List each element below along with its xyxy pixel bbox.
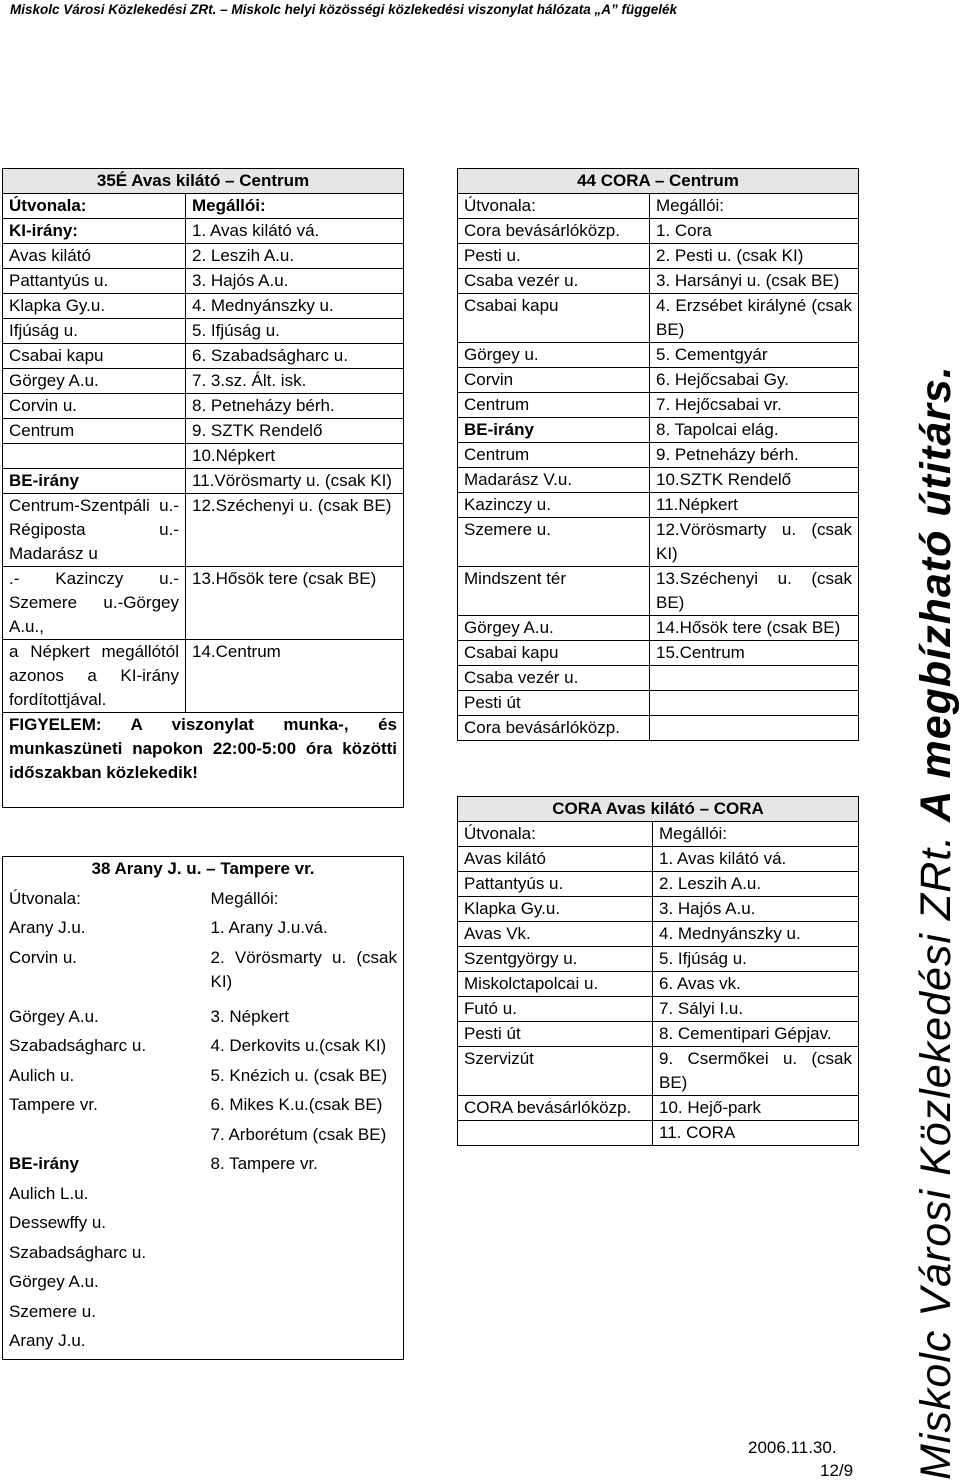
route-cell: Avas kilátó bbox=[458, 847, 653, 872]
route-cell: Centrum bbox=[458, 443, 650, 468]
route-cell: Szemere u. bbox=[458, 518, 650, 567]
company-name: Miskolc Városi Közlekedési ZRt. bbox=[912, 834, 960, 1480]
route-cell: Arany J.u. bbox=[3, 1329, 205, 1359]
route-cell: Csabai kapu bbox=[3, 344, 186, 369]
route-cell: Aulich u. bbox=[3, 1064, 205, 1094]
stop-cell: 8. Cementipari Gépjav. bbox=[653, 1022, 859, 1047]
stop-cell: 4. Mednyánszky u. bbox=[653, 922, 859, 947]
table-row bbox=[3, 394, 404, 419]
route-cell: Klapka Gy.u. bbox=[458, 897, 653, 922]
stop-cell: 8. Tapolcai elág. bbox=[650, 418, 859, 443]
stop-cell: 9. Petneházy bérh. bbox=[650, 443, 859, 468]
stop-cell bbox=[205, 1211, 404, 1241]
stop-cell bbox=[650, 666, 859, 691]
stop-cell: 7. Arborétum (csak BE) bbox=[205, 1123, 404, 1153]
table-row bbox=[458, 443, 859, 468]
table-row bbox=[3, 916, 404, 946]
stop-cell: 7. Sályi I.u. bbox=[653, 997, 859, 1022]
route-cell: Futó u. bbox=[458, 997, 653, 1022]
stop-cell bbox=[205, 1182, 404, 1212]
route-cell: Pesti út bbox=[458, 1022, 653, 1047]
stop-cell bbox=[650, 716, 859, 741]
route-38-table bbox=[2, 856, 404, 1360]
route-cell: Görgey u. bbox=[458, 343, 650, 368]
route-cell: a Népkert megállótól azonos a KI-irány fordítottjával. bbox=[3, 640, 186, 713]
route-cell bbox=[3, 1123, 205, 1153]
stop-cell bbox=[205, 1270, 404, 1300]
stop-cell: 7. 3.sz. Ált. isk. bbox=[186, 369, 404, 394]
route-cell: Ifjúság u. bbox=[3, 319, 186, 344]
table-row bbox=[3, 1064, 404, 1094]
stop-cell: 2. Leszih A.u. bbox=[653, 872, 859, 897]
stop-cell: 6. Hejőcsabai Gy. bbox=[650, 368, 859, 393]
route-cell: Cora bevásárlóközp. bbox=[458, 716, 650, 741]
route-cell: Corvin u. bbox=[3, 946, 205, 1005]
footer-date: 2006.11.30. bbox=[748, 1438, 837, 1457]
stop-cell: 3. Népkert bbox=[205, 1005, 404, 1035]
route-cell: Szemere u. bbox=[3, 1300, 205, 1330]
table-row bbox=[3, 1241, 404, 1271]
route-cell: Csaba vezér u. bbox=[458, 666, 650, 691]
route-cell: Aulich L.u. bbox=[3, 1182, 205, 1212]
route-cell: Szentgyörgy u. bbox=[458, 947, 653, 972]
stop-cell: 1. Avas kilátó vá. bbox=[186, 219, 404, 244]
table-row bbox=[458, 616, 859, 641]
table-row bbox=[458, 716, 859, 741]
stop-cell bbox=[205, 1300, 404, 1330]
stop-cell: 10. Hejő-park bbox=[653, 1096, 859, 1121]
table-row bbox=[3, 419, 404, 444]
table-row bbox=[3, 1270, 404, 1300]
route-cell: Dessewffy u. bbox=[3, 1211, 205, 1241]
table-row bbox=[3, 1123, 404, 1153]
table-row bbox=[3, 294, 404, 319]
stop-cell: 2. Vörösmarty u. (csak KI) bbox=[205, 946, 404, 1005]
stop-cell: 11. CORA bbox=[653, 1121, 859, 1146]
stop-cell: 11.Népkert bbox=[650, 493, 859, 518]
stop-cell: 1. Avas kilátó vá. bbox=[653, 847, 859, 872]
route-cell: Miskolctapolcai u. bbox=[458, 972, 653, 997]
route-cell: Klapka Gy.u. bbox=[3, 294, 186, 319]
table-row bbox=[3, 946, 404, 1005]
stop-cell: 3. Harsányi u. (csak BE) bbox=[650, 269, 859, 294]
table-row bbox=[3, 1329, 404, 1359]
table-row bbox=[458, 343, 859, 368]
route-cell: Pattantyús u. bbox=[458, 872, 653, 897]
table-row bbox=[458, 641, 859, 666]
table-row bbox=[458, 244, 859, 269]
stop-cell: 4. Derkovits u.(csak KI) bbox=[205, 1034, 404, 1064]
route-cell: Pesti út bbox=[458, 691, 650, 716]
route-cell: Corvin u. bbox=[3, 394, 186, 419]
table-row bbox=[3, 369, 404, 394]
table-row bbox=[3, 219, 404, 244]
route-44-title: 44 CORA – Centrum bbox=[458, 169, 859, 194]
route-cell: BE-irány bbox=[458, 418, 650, 443]
table-row bbox=[458, 872, 859, 897]
table-row bbox=[458, 368, 859, 393]
route-44-table bbox=[457, 168, 859, 741]
route-cell: Arany J.u. bbox=[3, 916, 205, 946]
stop-cell bbox=[650, 691, 859, 716]
stop-cell: 10.Népkert bbox=[186, 444, 404, 469]
table-row bbox=[458, 468, 859, 493]
table-row bbox=[458, 1121, 859, 1146]
table-row bbox=[3, 1093, 404, 1123]
route-cell: Kazinczy u. bbox=[458, 493, 650, 518]
route-cell: Mindszent tér bbox=[458, 567, 650, 616]
route-cell: CORA bevásárlóközp. bbox=[458, 1096, 653, 1121]
route-cora-table bbox=[457, 796, 859, 1146]
route-cell bbox=[458, 1121, 653, 1146]
table-row bbox=[458, 997, 859, 1022]
table-row bbox=[458, 1022, 859, 1047]
route-cell: Tampere vr. bbox=[3, 1093, 205, 1123]
table-row bbox=[458, 418, 859, 443]
table-row bbox=[3, 269, 404, 294]
stops-column-header: Megállói: bbox=[653, 822, 859, 847]
table-row bbox=[458, 393, 859, 418]
table-row bbox=[458, 691, 859, 716]
route-cell bbox=[3, 444, 186, 469]
stop-cell: 10.SZTK Rendelő bbox=[650, 468, 859, 493]
route-cell: BE-irány bbox=[3, 1152, 205, 1182]
table-row bbox=[3, 319, 404, 344]
route-cell: Csabai kapu bbox=[458, 641, 650, 666]
stop-cell: 4. Mednyánszky u. bbox=[186, 294, 404, 319]
route-cell: Avas Vk. bbox=[458, 922, 653, 947]
route-cell: .- Kazinczy u.- Szemere u.-Görgey A.u., bbox=[3, 567, 186, 640]
route-cell: Centrum bbox=[3, 419, 186, 444]
table-row bbox=[3, 1034, 404, 1064]
stop-cell: 5. Knézich u. (csak BE) bbox=[205, 1064, 404, 1094]
stop-cell: 3. Hajós A.u. bbox=[186, 269, 404, 294]
stop-cell: 13.Hősök tere (csak BE) bbox=[186, 567, 404, 640]
route-column-header: Útvonala: bbox=[458, 822, 653, 847]
table-row bbox=[3, 1211, 404, 1241]
route-cell: Csabai kapu bbox=[458, 294, 650, 343]
route-cell: Görgey A.u. bbox=[458, 616, 650, 641]
route-35-title: 35É Avas kilátó – Centrum bbox=[3, 169, 404, 194]
stop-cell: 2. Pesti u. (csak KI) bbox=[650, 244, 859, 269]
stop-cell: 13.Széchenyi u. (csak BE) bbox=[650, 567, 859, 616]
table-row bbox=[458, 947, 859, 972]
route-cell: Pesti u. bbox=[458, 244, 650, 269]
stop-cell bbox=[205, 1329, 404, 1359]
stop-cell: 1. Cora bbox=[650, 219, 859, 244]
table-row bbox=[3, 244, 404, 269]
stop-cell: 9. Csermőkei u. (csak BE) bbox=[653, 1047, 859, 1096]
stop-cell: 6. Avas vk. bbox=[653, 972, 859, 997]
stop-cell: 7. Hejőcsabai vr. bbox=[650, 393, 859, 418]
stop-cell: 12.Vörösmarty u. (csak KI) bbox=[650, 518, 859, 567]
table-row bbox=[3, 1182, 404, 1212]
table-row bbox=[458, 493, 859, 518]
table-row bbox=[458, 897, 859, 922]
route-35-table bbox=[2, 168, 404, 808]
route-cell: Corvin bbox=[458, 368, 650, 393]
stops-column-header: Megállói: bbox=[650, 194, 859, 219]
route-cell: Csaba vezér u. bbox=[458, 269, 650, 294]
route-cell: Centrum-Szentpáli u.- Régiposta u.- Madarász u bbox=[3, 494, 186, 567]
stops-column-header: Megállói: bbox=[205, 887, 404, 917]
table-row bbox=[3, 344, 404, 369]
stop-cell: 9. SZTK Rendelő bbox=[186, 419, 404, 444]
table-row bbox=[458, 972, 859, 997]
stop-cell bbox=[205, 1241, 404, 1271]
route-cell: Szervizút bbox=[458, 1047, 653, 1096]
table-row bbox=[3, 640, 404, 713]
route-38-title: 38 Arany J. u. – Tampere vr. bbox=[3, 857, 404, 887]
table-row bbox=[458, 518, 859, 567]
stops-column-header: Megállói: bbox=[186, 194, 404, 219]
route-column-header: Útvonala: bbox=[3, 887, 205, 917]
table-row bbox=[3, 1005, 404, 1035]
route-cell: Görgey A.u. bbox=[3, 1270, 205, 1300]
route-column-header: Útvonala: bbox=[458, 194, 650, 219]
stop-cell: 5. Cementgyár bbox=[650, 343, 859, 368]
table-row bbox=[458, 567, 859, 616]
stop-cell: 6. Szabadságharc u. bbox=[186, 344, 404, 369]
stop-cell: 8. Tampere vr. bbox=[205, 1152, 404, 1182]
route-cell: Centrum bbox=[458, 393, 650, 418]
stop-cell: 6. Mikes K.u.(csak BE) bbox=[205, 1093, 404, 1123]
table-row bbox=[458, 269, 859, 294]
stop-cell: 14.Centrum bbox=[186, 640, 404, 713]
table-row bbox=[458, 1096, 859, 1121]
route-cell: Görgey A.u. bbox=[3, 369, 186, 394]
stop-cell: 5. Ifjúság u. bbox=[186, 319, 404, 344]
table-row bbox=[3, 1300, 404, 1330]
table-row bbox=[3, 469, 404, 494]
page-header: Miskolc Városi Közlekedési ZRt. – Miskolc helyi közösségi közlekedési viszonylat hálózata „A” függelék bbox=[10, 2, 677, 17]
route-cell: Madarász V.u. bbox=[458, 468, 650, 493]
footer-page-number: 12/9 bbox=[820, 1461, 854, 1480]
table-row bbox=[458, 294, 859, 343]
table-row bbox=[3, 567, 404, 640]
sidebar-slogan bbox=[912, 365, 960, 1480]
table-row bbox=[3, 444, 404, 469]
route-cell: BE-irány bbox=[3, 469, 186, 494]
stop-cell: 11.Vörösmarty u. (csak KI) bbox=[186, 469, 404, 494]
table-row bbox=[458, 1047, 859, 1096]
route-column-header: Útvonala: bbox=[3, 194, 186, 219]
stop-cell: 5. Ifjúság u. bbox=[653, 947, 859, 972]
route-cell: Görgey A.u. bbox=[3, 1005, 205, 1035]
table-row bbox=[3, 1152, 404, 1182]
route-cell: Avas kilátó bbox=[3, 244, 186, 269]
route-35-notice: FIGYELEM: A viszonylat munka-, és munkaszüneti napokon 22:00-5:00 óra közötti időszakban közlekedik! bbox=[3, 713, 404, 808]
stop-cell: 1. Arany J.u.vá. bbox=[205, 916, 404, 946]
stop-cell: 3. Hajós A.u. bbox=[653, 897, 859, 922]
route-cell: KI-irány: bbox=[3, 219, 186, 244]
table-row bbox=[458, 219, 859, 244]
route-cell: Szabadságharc u. bbox=[3, 1034, 205, 1064]
route-cora-title: CORA Avas kilátó – CORA bbox=[458, 797, 859, 822]
slogan: A megbízható útitárs. bbox=[912, 365, 960, 822]
table-row bbox=[458, 922, 859, 947]
stop-cell: 15.Centrum bbox=[650, 641, 859, 666]
table-row bbox=[458, 666, 859, 691]
stop-cell: 2. Leszih A.u. bbox=[186, 244, 404, 269]
route-cell: Pattantyús u. bbox=[3, 269, 186, 294]
table-row bbox=[458, 847, 859, 872]
route-cell: Cora bevásárlóközp. bbox=[458, 219, 650, 244]
stop-cell: 12.Széchenyi u. (csak BE) bbox=[186, 494, 404, 567]
stop-cell: 8. Petneházy bérh. bbox=[186, 394, 404, 419]
stop-cell: 4. Erzsébet királyné (csak BE) bbox=[650, 294, 859, 343]
route-cell: Szabadságharc u. bbox=[3, 1241, 205, 1271]
table-row bbox=[3, 494, 404, 567]
stop-cell: 14.Hősök tere (csak BE) bbox=[650, 616, 859, 641]
